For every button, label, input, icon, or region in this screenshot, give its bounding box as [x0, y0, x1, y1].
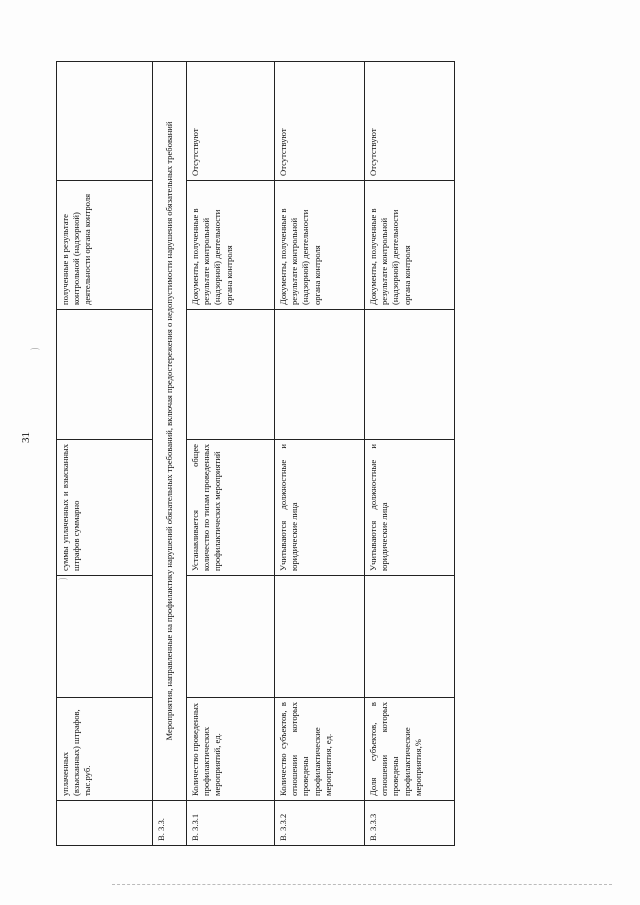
table-row [187, 62, 275, 846]
row-note: Отсутствуют [365, 62, 455, 181]
scan-artifact: ⌒ [30, 349, 40, 360]
section-title: Мероприятия, направленные на профилактику нарушений обязательных требований, включая предостережения о недопустимости нарушения обязательных требований [153, 62, 187, 801]
table-row-section [153, 62, 187, 846]
row-source: Документы, полученные в результате контрольной (надзорной) деятельности органа контроля [275, 181, 365, 310]
row-method: Учитываются должностные и юридические лица [365, 440, 455, 576]
table-cell-source: полученные в результате контрольной (надзорной) деятельности органа контроля [57, 181, 153, 310]
table-cell [57, 576, 153, 698]
table-cell [365, 576, 455, 698]
table-cell [57, 801, 153, 846]
row-method: Устанавливается общее количество по типам проведенных профилактических мероприятий [187, 440, 275, 576]
row-indicator-name: Количество проведенных профилактических мероприятий, ед. [187, 698, 275, 801]
table-cell [187, 576, 275, 698]
table-cell [57, 310, 153, 440]
table-cell [365, 310, 455, 440]
row-source: Документы, полученные в результате контрольной (надзорной) деятельности органа контроля [187, 181, 275, 310]
row-code: В. 3.3.1 [187, 801, 275, 846]
row-method: Учитываются должностные и юридические лица [275, 440, 365, 576]
page-number: 31 [20, 432, 32, 443]
row-source: Документы, полученные в результате контрольной (надзорной) деятельности органа контроля [365, 181, 455, 310]
row-indicator-name: Доля субъектов, в отношении которых проведены профилактические мероприятия,% [365, 698, 455, 801]
row-note: Отсутствуют [275, 62, 365, 181]
table-cell-indicator-name: уплаченных (взысканных) штрафов, тыс.руб. [57, 698, 153, 801]
table-cell-method: суммы уплаченных и взысканных штрафов суммарно [57, 440, 153, 576]
table-cell [275, 576, 365, 698]
indicators-table [56, 61, 455, 846]
table-cell [187, 310, 275, 440]
table-cell [57, 62, 153, 181]
table-cell [275, 310, 365, 440]
row-note: Отсутствуют [187, 62, 275, 181]
section-code: В. 3.3. [153, 801, 187, 846]
row-code: В. 3.3.2 [275, 801, 365, 846]
scan-artifact: ⌒ [58, 579, 68, 590]
table-row [365, 62, 455, 846]
table-row [275, 62, 365, 846]
scan-edge-line [112, 884, 612, 885]
row-indicator-name: Количество субъектов, в отношении которых проведены профилактические мероприятия, ед. [275, 698, 365, 801]
rotated-table-container [56, 62, 454, 846]
table-row-continuation [57, 62, 153, 846]
row-code: В. 3.3.3 [365, 801, 455, 846]
